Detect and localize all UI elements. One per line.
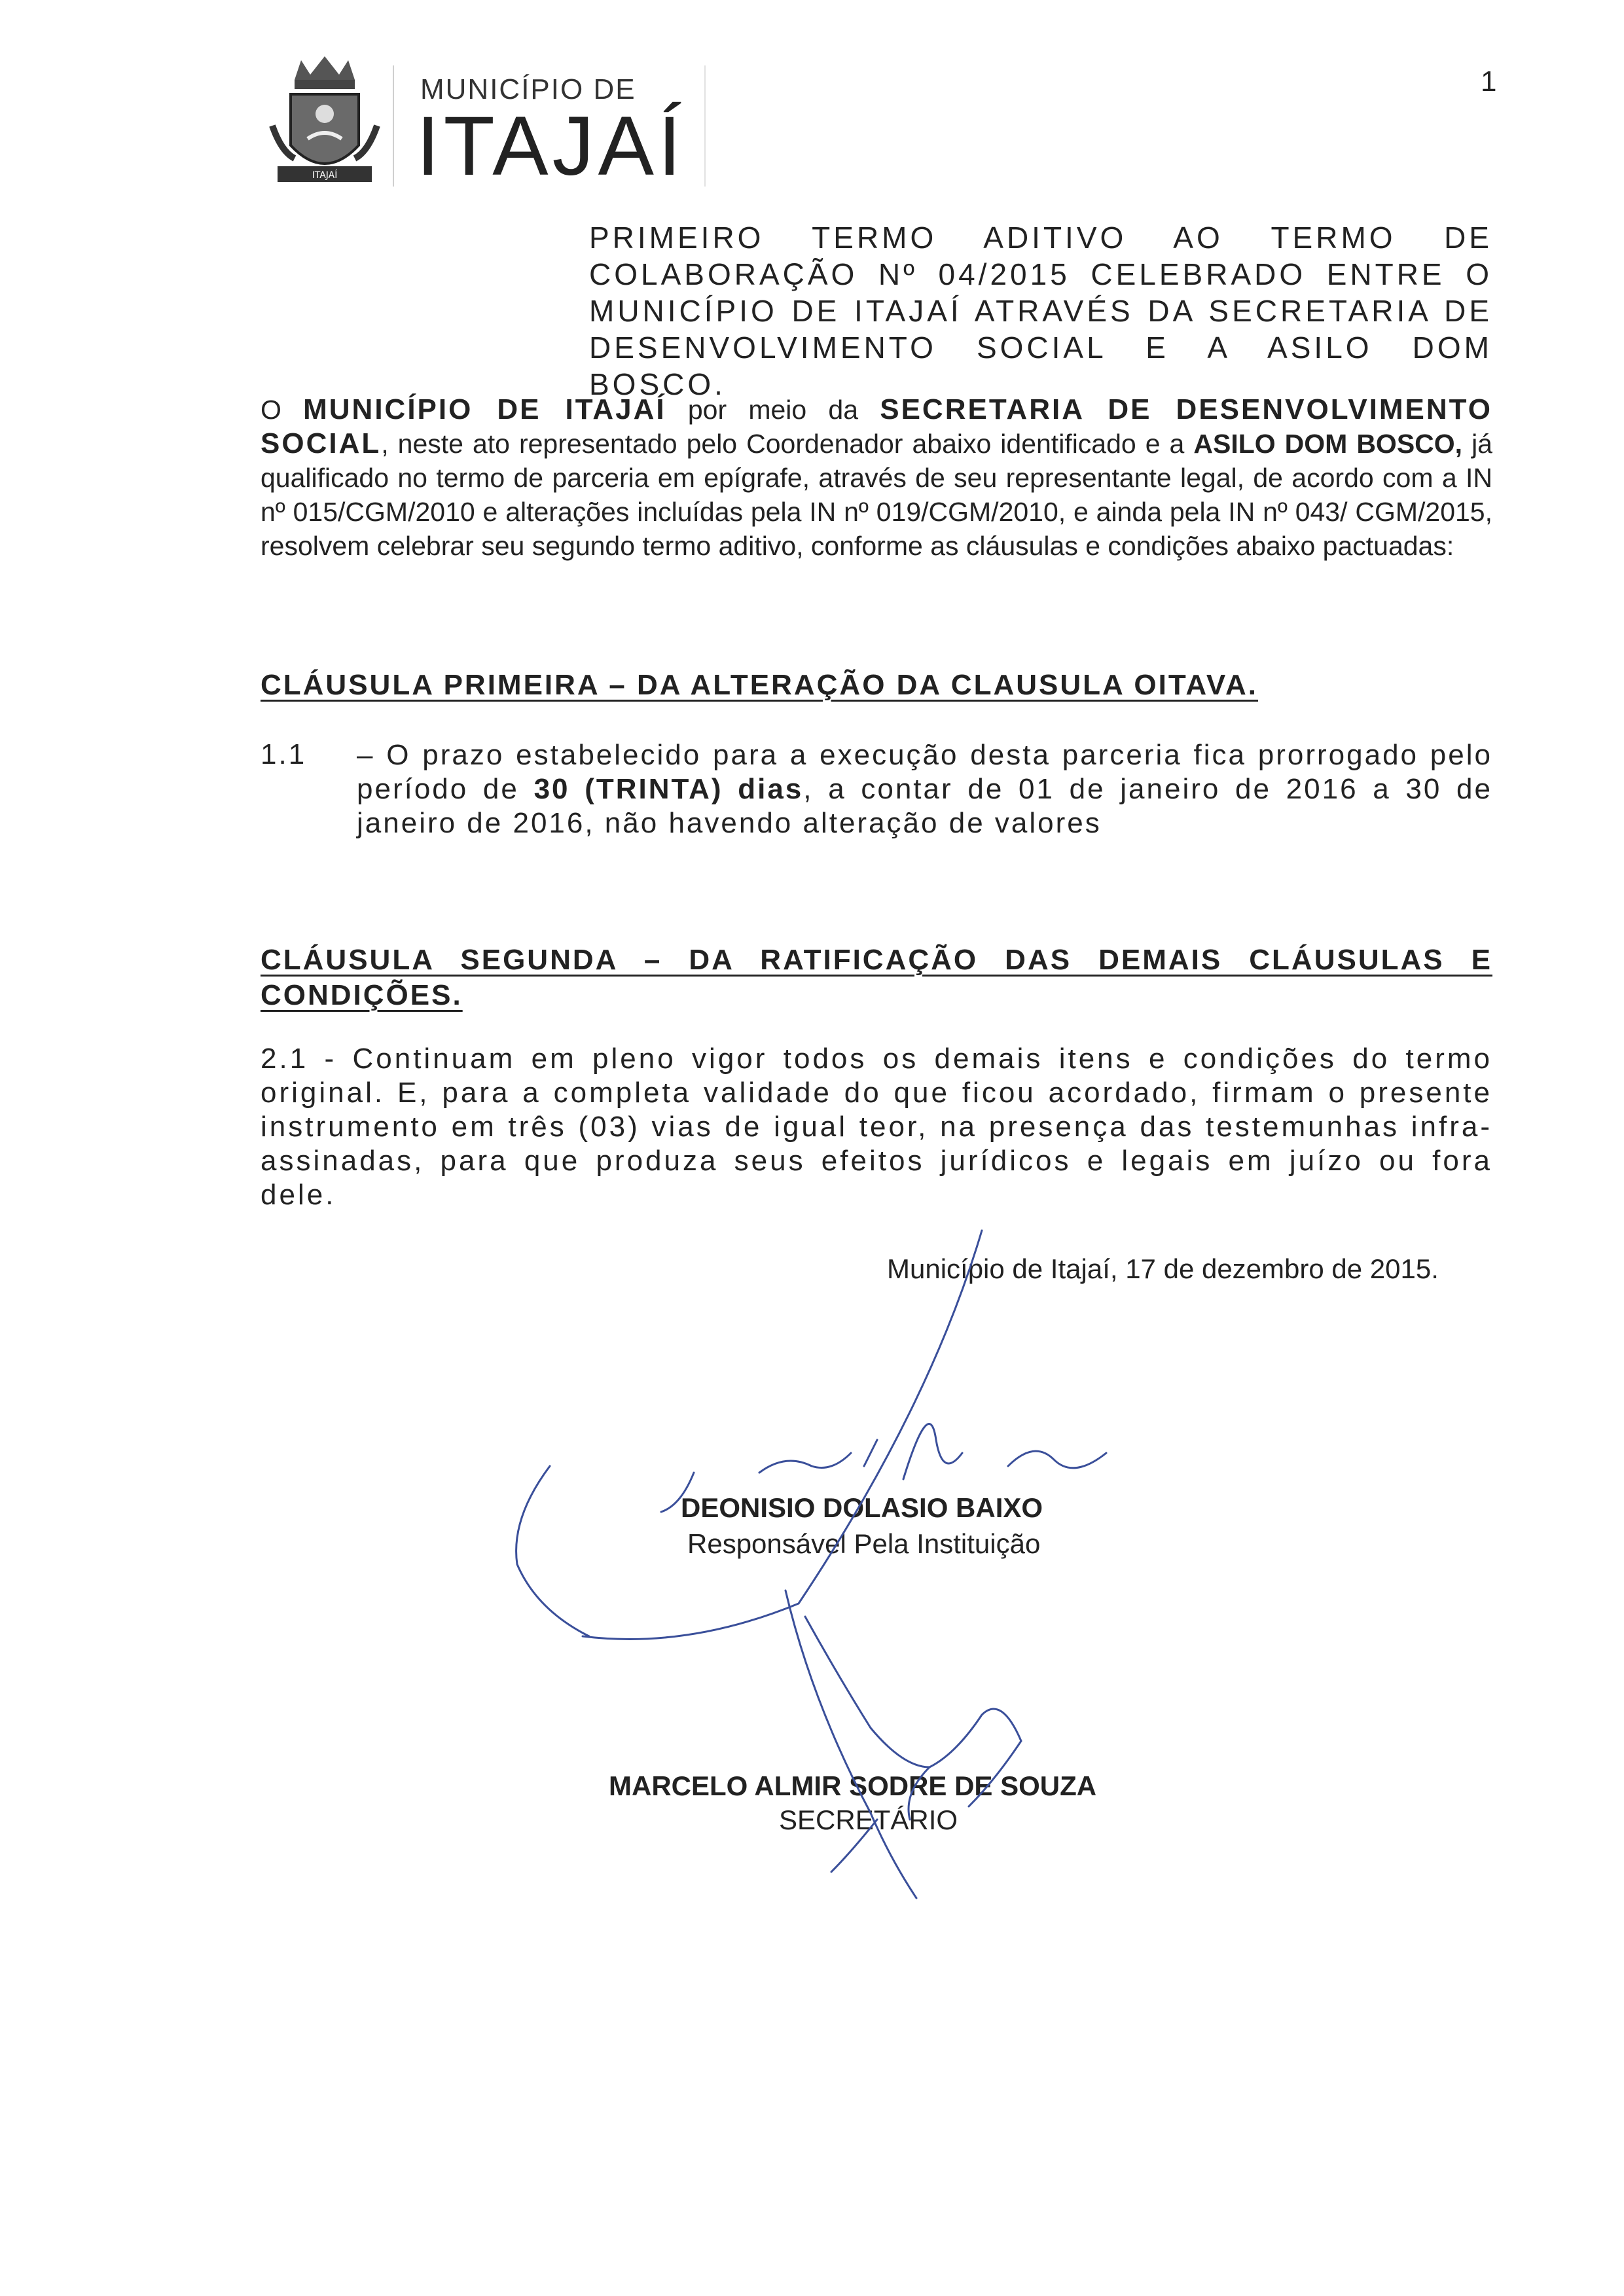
signature-1-curve: [516, 1466, 589, 1636]
municipal-crest-icon: [268, 54, 381, 191]
clause-2-heading-line-2: CONDIÇÕES.: [261, 979, 463, 1011]
title-line-2: COLABORAÇÃO Nº 04/2015 CELEBRADO ENTRE O: [589, 257, 1492, 291]
signatory-1-role: Responsável Pela Instituição: [687, 1528, 1041, 1559]
crest-label: ITAJAÍ: [312, 170, 338, 181]
document-title: [589, 219, 1492, 403]
municipality-label: MUNICÍPIO DE: [420, 73, 636, 105]
intro-text-4: já qualificado no termo de parceria em epígrafe, através de seu representante legal, de acordo com a IN nº 015/CGM/2010 e alterações incluídas pela IN nº 019/CGM/2010, e ainda pela IN nº 043/ CGM/2015, resolvem celebrar seu segundo termo aditivo, conforme as cláusulas e condições abaixo pactuadas:: [261, 429, 1492, 561]
title-line-1: PRIMEIRO TERMO ADITIVO AO TERMO DE: [589, 221, 1492, 255]
page-number: 1: [1481, 65, 1497, 98]
intro-bold-secretaria: SECRETARIA DE DESENVOLVIMENTO SOCIAL: [261, 393, 1492, 459]
intro-text-2: por meio da: [666, 395, 880, 425]
header-divider-right: [704, 65, 706, 187]
header-divider: [393, 65, 394, 187]
clause-1-heading: CLÁUSULA PRIMEIRA – DA ALTERAÇÃO DA CLAUSULA OITAVA.: [261, 669, 1259, 701]
signature-1-scribble: [759, 1424, 1106, 1480]
signatory-1-name: DEONISIO DOLASIO BAIXO: [681, 1492, 1043, 1523]
municipality-name: ITAJAÍ: [416, 99, 685, 193]
signatory-2-name: MARCELO ALMIR SODRE DE SOUZA: [609, 1770, 1097, 1801]
clause-2-1-text: 2.1 - Continuam em pleno vigor todos os demais itens e condições do termo original. E, para a completa validade do que ficou acordado, firmam o presente instrumento em três (03) vias de igual teor, na presença das testemunhas infra-assinadas, para que produza seus efeitos jurídicos e legais em juízo ou fora dele.: [261, 1043, 1492, 1211]
intro-paragraph: [261, 393, 1492, 563]
date-line: Município de Itajaí, 17 de dezembro de 2015.: [887, 1253, 1439, 1284]
signatory-2-role: SECRETÁRIO: [779, 1804, 958, 1835]
intro-bold-municipio: MUNICÍPIO DE ITAJAÍ: [303, 393, 666, 425]
title-line-4: DESENVOLVIMENTO SOCIAL E A ASILO DOM BOSCO.: [589, 331, 1492, 401]
clause-1-1-text: – O prazo estabelecido para a execução desta parceria fica prorrogado pelo período de 30 (TRINTA) dias, a contar de 01 de janeiro de 2016 a 30 de janeiro de 2016, não havendo alteração de valores: [357, 739, 1492, 839]
clause-1-1-number: 1.1: [261, 738, 307, 770]
clause-2-heading: [261, 942, 1492, 1013]
title-line-3: MUNICÍPIO DE ITAJAÍ ATRAVÉS DA SECRETARIA DE: [589, 294, 1492, 328]
clause-1-1-bold: 30 (TRINTA) dias: [533, 773, 804, 805]
intro-text-1: O: [261, 395, 304, 425]
intro-bold-asilo: ASILO DOM BOSCO,: [1193, 429, 1463, 459]
signature-2-stroke: [785, 1590, 916, 1898]
signature-1-stroke: [583, 1230, 982, 1639]
intro-text-3: , neste ato representado pelo Coordenador abaixo identificado e a: [381, 429, 1194, 459]
clause-2-heading-line-1: CLÁUSULA SEGUNDA – DA RATIFICAÇÃO DAS DEMAIS CLÁUSULAS E: [261, 944, 1492, 976]
